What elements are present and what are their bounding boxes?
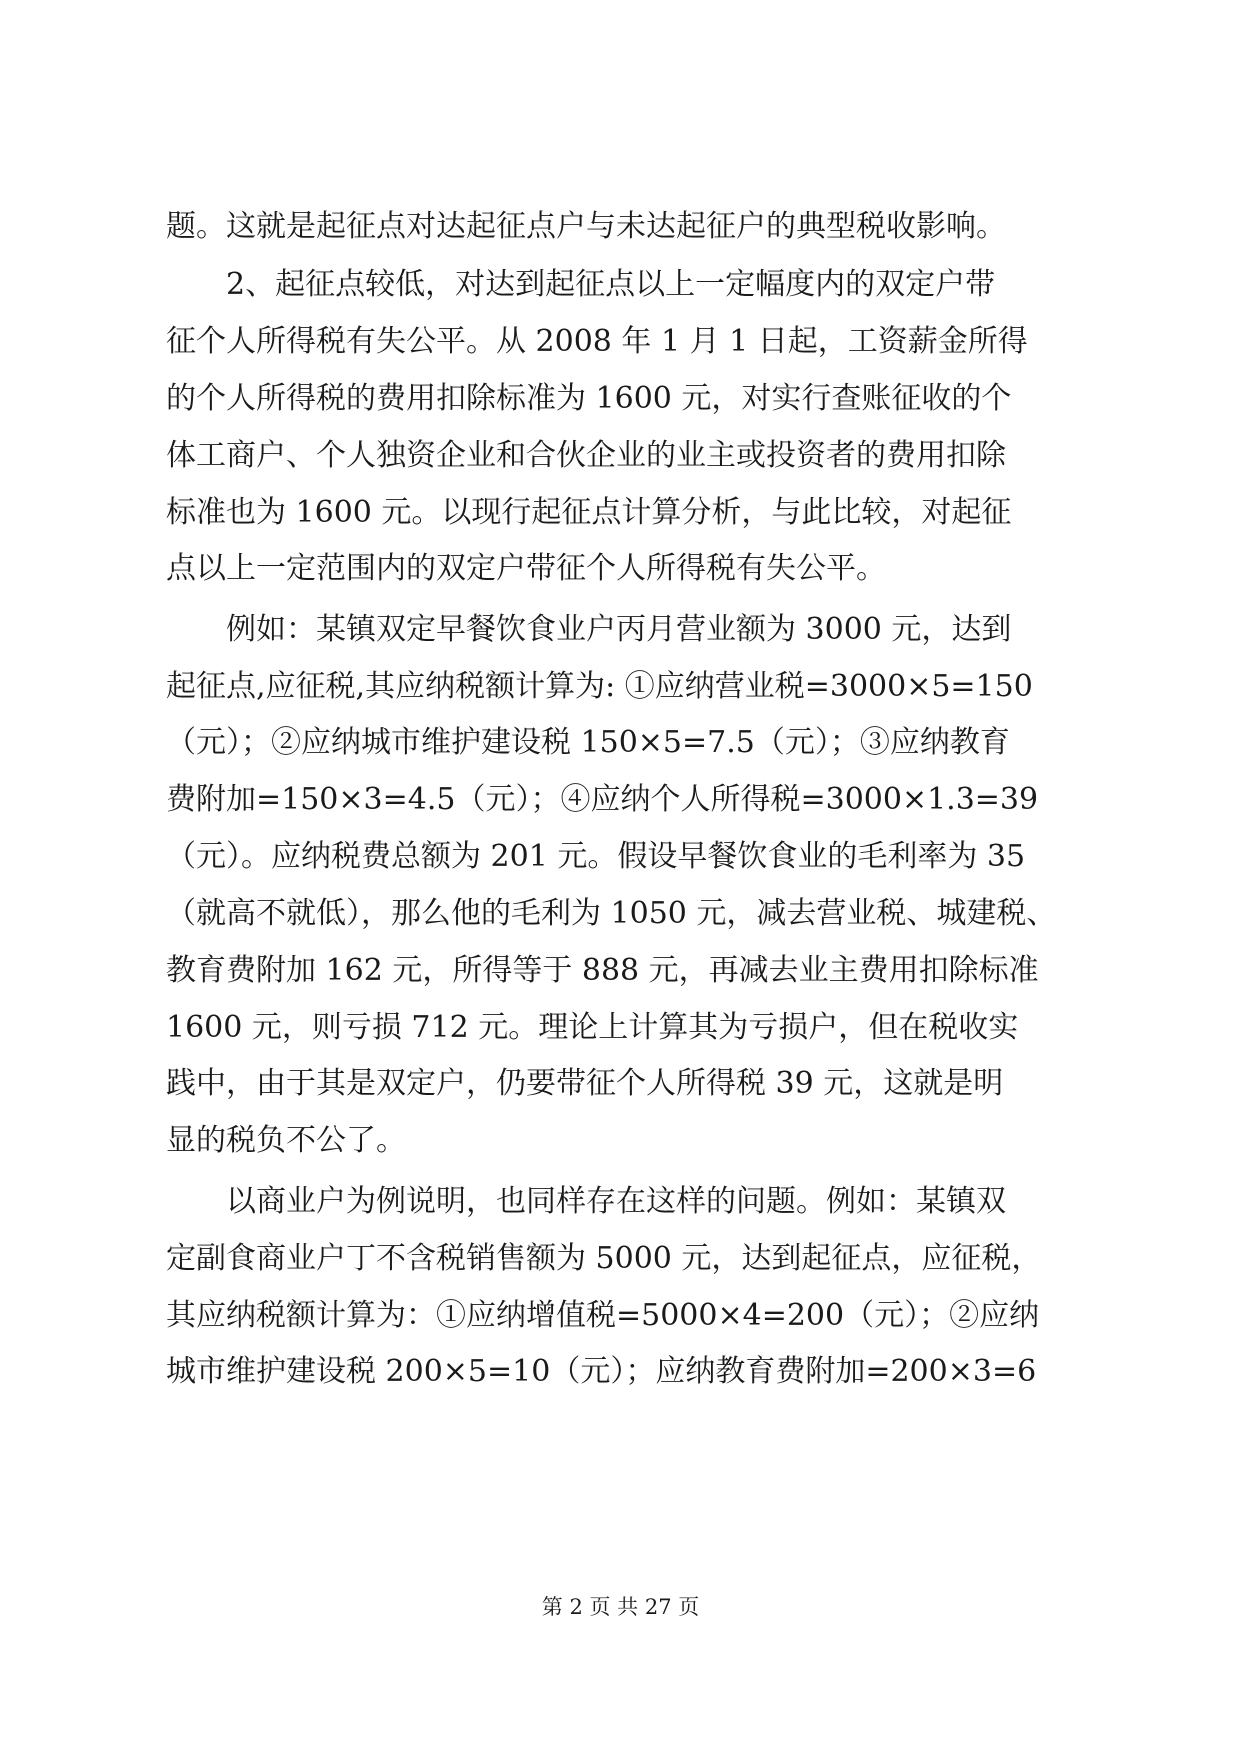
text-line: 题。这就是起征点对达起征点户与未达起征户的典型税收影响。 xyxy=(166,209,1006,244)
text-line: 教育费附加 162 元，所得等于 888 元，再减去业主费用扣除标准 xyxy=(166,953,1039,988)
text-line: 的个人所得税的费用扣除标准为 1600 元，对实行查账征收的个 xyxy=(166,381,1012,416)
text-line: 点以上一定范围内的双定户带征个人所得税有失公平。 xyxy=(166,551,886,586)
text-line: 其应纳税额计算为：①应纳增值税=5000×4=200（元）；②应纳 xyxy=(166,1298,1040,1333)
text-line: （元）；②应纳城市维护建设税 150×5=7.5（元）；③应纳教育 xyxy=(166,725,1010,760)
text-line: 定副食商业户丁不含税销售额为 5000 元，达到起征点，应征税， xyxy=(166,1241,1042,1276)
text-line: （元）。应纳税费总额为 201 元。假设早餐饮食业的毛利率为 35 xyxy=(166,839,1026,874)
text-line: 城市维护建设税 200×5=10（元）；应纳教育费附加=200×3=6 xyxy=(166,1354,1037,1389)
text-line: （就高不就低），那么他的毛利为 1050 元，减去营业税、城建税、 xyxy=(166,896,1057,931)
text-line: 体工商户、个人独资企业和合伙企业的业主或投资者的费用扣除 xyxy=(166,438,1006,473)
text-line: 显的税负不公了。 xyxy=(166,1123,406,1158)
text-line: 征个人所得税有失公平。从 2008 年 1 月 1 日起，工资薪金所得 xyxy=(166,324,1028,359)
text-line: 费附加=150×3=4.5（元）；④应纳个人所得税=3000×1.3=39 xyxy=(166,782,1039,817)
text-line: 2、起征点较低，对达到起征点以上一定幅度内的双定户带 xyxy=(166,267,996,302)
page-number-footer: 第 2 页 共 27 页 xyxy=(541,1595,700,1619)
text-line: 起征点,应征税,其应纳税额计算为: ①应纳营业税=3000×5=150 xyxy=(166,669,1033,704)
text-line: 以商业户为例说明，也同样存在这样的问题。例如：某镇双 xyxy=(166,1184,1006,1219)
text-line: 标准也为 1600 元。以现行起征点计算分析，与此比较，对起征 xyxy=(166,495,1012,530)
text-line: 例如：某镇双定早餐饮食业户丙月营业额为 3000 元，达到 xyxy=(166,612,1012,647)
text-line: 1600 元，则亏损 712 元。理论上计算其为亏损户，但在税收实 xyxy=(166,1010,1019,1045)
text-line: 践中，由于其是双定户，仍要带征个人所得税 39 元，这就是明 xyxy=(166,1066,1004,1101)
